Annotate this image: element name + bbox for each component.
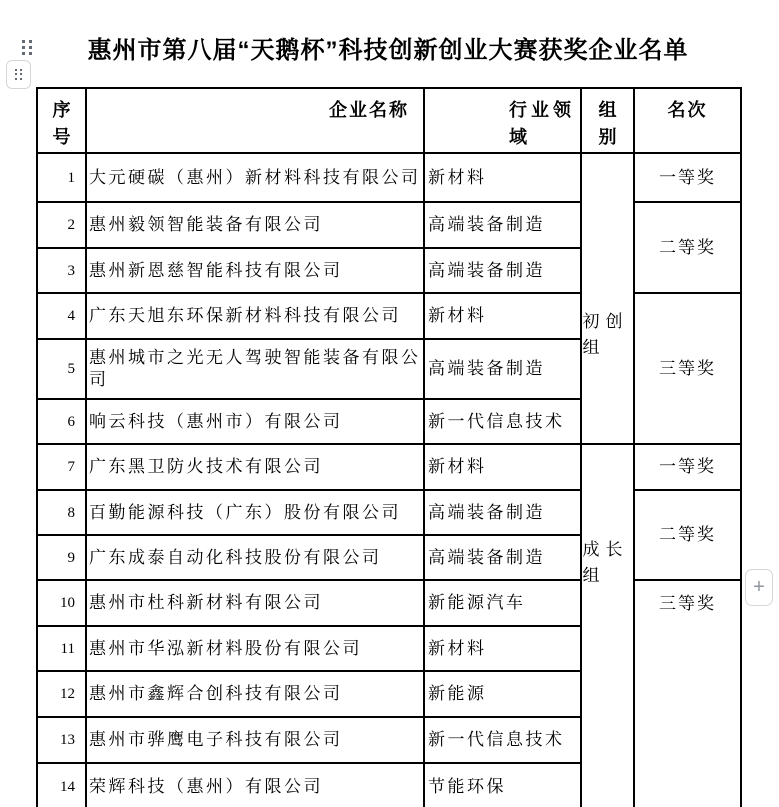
group-cell[interactable]: [581, 444, 634, 807]
drag-handle-icon[interactable]: [20, 38, 34, 56]
rank-cell[interactable]: 三等奖: [634, 293, 741, 444]
industry-cell[interactable]: 高端装备制造: [424, 535, 581, 580]
industry-cell[interactable]: 高端装备制造: [424, 202, 581, 248]
group-cell[interactable]: [581, 153, 634, 444]
header-rank-label: 名次: [667, 100, 708, 120]
industry-cell[interactable]: 新能源: [424, 671, 581, 717]
header-group-label: 组别: [598, 100, 617, 147]
table-drag-handle-icon[interactable]: [6, 60, 31, 89]
group-label: 初创组: [582, 312, 629, 357]
serial-cell[interactable]: 13: [37, 717, 86, 763]
serial-cell[interactable]: 5: [37, 339, 86, 399]
company-cell[interactable]: 广东黑卫防火技术有限公司: [86, 444, 424, 490]
insert-button[interactable]: [745, 569, 773, 606]
serial-cell[interactable]: 11: [37, 626, 86, 671]
table-row: [37, 293, 741, 339]
serial-cell[interactable]: 14: [37, 763, 86, 807]
header-company-label: 企业名称: [329, 100, 409, 120]
company-cell[interactable]: 惠州市骅鹰电子科技有限公司: [86, 717, 424, 763]
company-cell[interactable]: 惠州新恩慈智能科技有限公司: [86, 248, 424, 293]
rank-cell[interactable]: 一等奖: [634, 444, 741, 490]
industry-cell[interactable]: 新一代信息技术: [424, 399, 581, 444]
header-serial[interactable]: [37, 88, 86, 153]
industry-cell[interactable]: 新材料: [424, 293, 581, 339]
serial-cell[interactable]: 1: [37, 153, 86, 202]
header-row: [37, 88, 741, 153]
table-row: [37, 202, 741, 248]
industry-cell[interactable]: 新材料: [424, 153, 581, 202]
company-cell[interactable]: 惠州毅领智能装备有限公司: [86, 202, 424, 248]
drag-dots-icon: [13, 68, 24, 82]
plus-icon: +: [753, 576, 765, 598]
company-cell[interactable]: 惠州市华泓新材料股份有限公司: [86, 626, 424, 671]
serial-cell[interactable]: 3: [37, 248, 86, 293]
serial-cell[interactable]: 2: [37, 202, 86, 248]
industry-cell[interactable]: 新一代信息技术: [424, 717, 581, 763]
rank-cell[interactable]: 二等奖: [634, 490, 741, 580]
table-row: [37, 490, 741, 535]
header-rank[interactable]: [634, 88, 741, 153]
header-company[interactable]: [86, 88, 424, 153]
serial-cell[interactable]: 7: [37, 444, 86, 490]
serial-cell[interactable]: 8: [37, 490, 86, 535]
serial-cell[interactable]: 4: [37, 293, 86, 339]
company-cell[interactable]: 大元硬碳（惠州）新材料科技有限公司: [86, 153, 424, 202]
header-industry[interactable]: [424, 88, 581, 153]
header-industry-label: 行业领域: [509, 100, 575, 147]
company-cell[interactable]: 惠州市鑫辉合创科技有限公司: [86, 671, 424, 717]
header-group[interactable]: [581, 88, 634, 153]
company-cell[interactable]: 百勤能源科技（广东）股份有限公司: [86, 490, 424, 535]
industry-cell[interactable]: 高端装备制造: [424, 339, 581, 399]
rank-cell[interactable]: 一等奖: [634, 153, 741, 202]
company-cell[interactable]: 惠州城市之光无人驾驶智能装备有限公司: [86, 339, 424, 399]
industry-cell[interactable]: 新材料: [424, 444, 581, 490]
awards-table: [36, 87, 742, 807]
industry-cell[interactable]: 新能源汽车: [424, 580, 581, 626]
header-serial-label: 序号: [52, 100, 71, 147]
company-cell[interactable]: 荣辉科技（惠州）有限公司: [86, 763, 424, 807]
serial-cell[interactable]: 10: [37, 580, 86, 626]
company-cell[interactable]: 广东天旭东环保新材料科技有限公司: [86, 293, 424, 339]
serial-cell[interactable]: 6: [37, 399, 86, 444]
industry-cell[interactable]: 节能环保: [424, 763, 581, 807]
industry-cell[interactable]: 高端装备制造: [424, 490, 581, 535]
company-cell[interactable]: 响云科技（惠州市）有限公司: [86, 399, 424, 444]
page-title[interactable]: 惠州市第八届“天鹅杯”科技创新创业大赛获奖企业名单: [87, 37, 689, 64]
company-cell[interactable]: 惠州市杜科新材料有限公司: [86, 580, 424, 626]
table-row: [37, 444, 741, 490]
industry-cell[interactable]: 高端装备制造: [424, 248, 581, 293]
industry-cell[interactable]: 新材料: [424, 626, 581, 671]
awards-table-grid: [36, 87, 742, 807]
company-cell[interactable]: 广东成泰自动化科技股份有限公司: [86, 535, 424, 580]
serial-cell[interactable]: 9: [37, 535, 86, 580]
table-row: [37, 580, 741, 626]
rank-cell[interactable]: 三等奖: [634, 580, 741, 807]
table-row: [37, 153, 741, 202]
group-label: 成长组: [582, 540, 629, 585]
rank-cell[interactable]: 二等奖: [634, 202, 741, 293]
serial-cell[interactable]: 12: [37, 671, 86, 717]
